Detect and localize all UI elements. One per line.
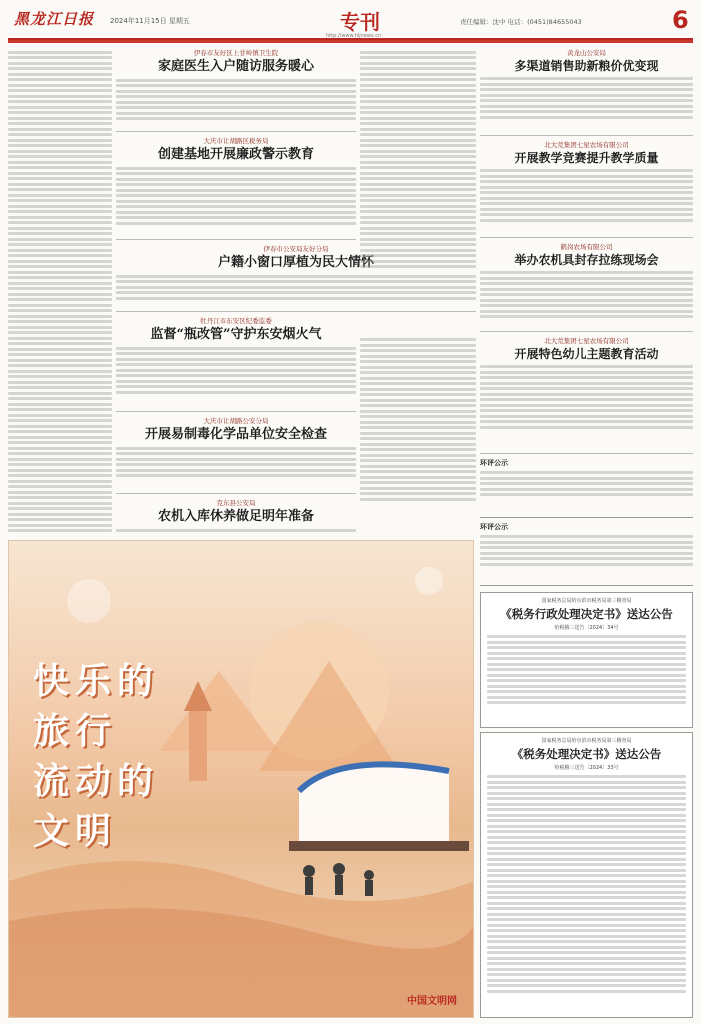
article-title[interactable]: 开展特色幼儿主题教育活动 (514, 347, 659, 361)
article-kicker: 克东县公安局 (216, 499, 256, 507)
article-anti-corruption (116, 136, 356, 240)
article-title[interactable]: 举办农机具封存拉练现场会 (514, 253, 659, 267)
notice-number: 哈税稽三送告〔2024〕33号 (554, 765, 619, 771)
left-text-column (8, 48, 112, 534)
article-teaching-contest (480, 140, 693, 238)
article-title[interactable]: 监督“瓶改管”守护东安烟火气 (150, 327, 322, 342)
page-number: 6 (672, 6, 689, 34)
section-title: 专刊 (340, 10, 380, 34)
article-kindergarten-education (480, 336, 693, 454)
article-kicker: 伊春市公安局友好分局 (263, 245, 329, 253)
middle-text-column (360, 48, 476, 536)
article-gas-pipeline (116, 316, 356, 412)
article-kicker: 大庆市让胡路区税务局 (203, 137, 269, 145)
article-kicker: 鹤岗农场有限公司 (560, 243, 613, 251)
newspaper-logo: 黑龙江日报 (14, 10, 95, 28)
notice-label: 环评公示 (480, 523, 508, 531)
site-url[interactable]: http://www.hljnews.cn (326, 33, 382, 39)
issue-date: 2024年11月15日 星期五 (110, 17, 190, 25)
article-kicker: 牡丹江市东安区纪委监委 (200, 317, 272, 325)
article-machinery-drill (480, 242, 693, 332)
poster-slogan-line: 文明 (33, 810, 118, 852)
poster-slogan-line: 快乐的 (33, 660, 160, 702)
notice-label: 环评公示 (480, 459, 508, 467)
notice-issuer: 国家税务总局哈尔滨市税务局第三稽查局 (541, 598, 632, 604)
poster-slogan-line: 旅行 (33, 710, 118, 752)
notice-number: 哈税稽三送告〔2024〕34号 (554, 625, 619, 631)
tax-notice-decision (480, 732, 693, 1018)
article-kicker: 大庆市让胡路公安分局 (203, 417, 269, 425)
editor-info: 责任编辑：沈中 电话：(0451)84655043 (460, 18, 582, 26)
article-kicker: 伊春市友好区上甘岭镇卫生院 (193, 49, 279, 57)
article-title[interactable]: 多渠道销售助新粮价优变现 (514, 59, 659, 73)
notice-title[interactable]: 《税务处理决定书》送达公告 (511, 747, 662, 761)
notice-title[interactable]: 《税务行政处理决定书》送达公告 (500, 607, 673, 621)
article-kicker: 北大荒集团七星农场有限公司 (544, 141, 629, 149)
article-chemical-inspection (116, 416, 356, 494)
notice-env-2 (480, 522, 693, 586)
article-farm-machinery (116, 498, 356, 536)
article-title[interactable]: 开展教学竞赛提升教学质量 (514, 151, 659, 165)
header-rule (8, 40, 693, 43)
masthead (8, 6, 693, 40)
article-family-doctor (116, 48, 356, 132)
article-title[interactable]: 开展易制毒化学品单位安全检查 (144, 427, 327, 442)
article-title[interactable]: 户籍小窗口厚植为民大情怀 (217, 255, 374, 270)
article-kicker: 北大荒集团七星农场有限公司 (544, 337, 629, 345)
poster-credit: 中国文明网 (407, 996, 457, 1007)
article-title[interactable]: 家庭医生入户随访服务暖心 (157, 59, 314, 74)
travel-civility-poster (8, 540, 474, 1018)
poster-slogan (33, 656, 159, 856)
poster-slogan-line: 流动的 (33, 760, 160, 802)
article-title[interactable]: 创建基地开展廉政警示教育 (157, 147, 314, 162)
tax-notice-administrative (480, 592, 693, 728)
article-grain-sales (480, 48, 693, 136)
article-title[interactable]: 农机入库休养做足明年准备 (157, 509, 314, 524)
notice-issuer: 国家税务总局哈尔滨市税务局第三稽查局 (541, 738, 632, 744)
notice-env-1 (480, 458, 693, 518)
article-kicker: 黄龙山公安局 (567, 49, 606, 57)
